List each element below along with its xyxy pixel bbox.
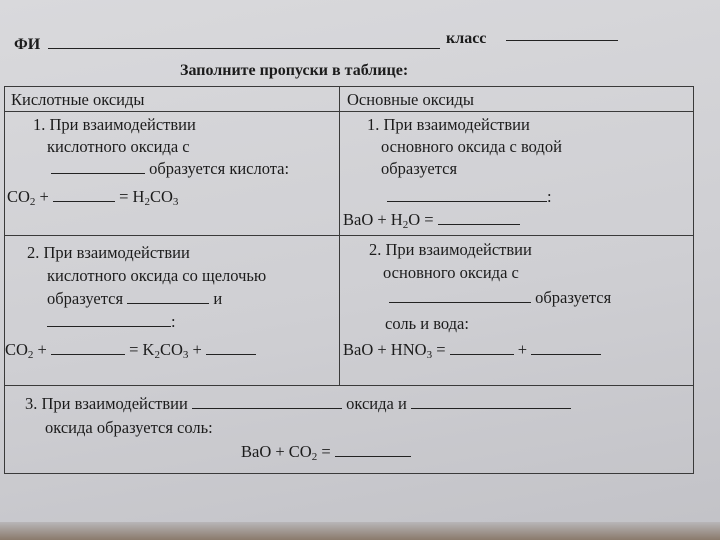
fi-blank[interactable] bbox=[48, 48, 440, 49]
formula-part: = H bbox=[119, 187, 145, 206]
answer-blank[interactable] bbox=[531, 340, 601, 355]
text-line: соль и вода: bbox=[385, 314, 469, 333]
column-divider bbox=[339, 87, 340, 385]
paper-edge bbox=[0, 522, 720, 540]
text-line bbox=[47, 288, 222, 310]
subscript: 2 bbox=[311, 451, 318, 463]
text-fragment: образуется кислота: bbox=[149, 159, 290, 178]
oxides-table bbox=[4, 86, 694, 474]
answer-blank[interactable] bbox=[450, 340, 514, 355]
equation bbox=[5, 339, 256, 361]
answer-blank[interactable] bbox=[51, 159, 145, 174]
answer-blank[interactable] bbox=[387, 187, 547, 202]
answer-blank[interactable] bbox=[53, 187, 115, 202]
subscript: 2 bbox=[402, 219, 409, 231]
text-line bbox=[387, 186, 552, 208]
equation bbox=[241, 441, 411, 463]
formula-part: O = bbox=[408, 210, 434, 229]
operator: = bbox=[436, 340, 446, 359]
page-heading: Заполните пропуски в таблице: bbox=[180, 62, 409, 79]
text-line: основного оксида с водой bbox=[381, 137, 562, 156]
text-fragment: образуется bbox=[47, 289, 124, 308]
answer-blank[interactable] bbox=[47, 312, 171, 327]
text-line bbox=[51, 158, 289, 180]
operator: + bbox=[39, 187, 49, 206]
text-fragment: оксида и bbox=[346, 394, 407, 413]
subscript: 2 bbox=[154, 349, 160, 361]
answer-blank[interactable] bbox=[192, 394, 342, 409]
class-blank[interactable] bbox=[506, 40, 618, 41]
answer-blank[interactable] bbox=[411, 394, 571, 409]
answer-blank[interactable] bbox=[389, 288, 531, 303]
answer-blank[interactable] bbox=[51, 340, 125, 355]
student-header bbox=[14, 30, 614, 56]
answer-blank[interactable] bbox=[335, 442, 411, 457]
col-header-basic: Основные оксиды bbox=[347, 90, 474, 109]
text-line bbox=[25, 393, 571, 415]
fi-label: ФИ bbox=[14, 36, 41, 53]
subscript: 2 bbox=[27, 349, 34, 361]
text-line bbox=[47, 311, 176, 333]
class-label: класс bbox=[446, 30, 487, 47]
formula-part: CO bbox=[5, 340, 28, 359]
formula-part: BaO + H bbox=[343, 210, 403, 229]
row-divider-1 bbox=[5, 235, 693, 236]
answer-blank[interactable] bbox=[438, 210, 520, 225]
operator: + bbox=[37, 340, 47, 359]
punctuation: : bbox=[171, 312, 176, 331]
text-line: 1. При взаимодействии bbox=[367, 115, 530, 134]
subscript: 2 bbox=[29, 196, 36, 208]
text-line: 2. При взаимодействии bbox=[369, 240, 532, 259]
text-line: 2. При взаимодействии bbox=[27, 243, 190, 262]
answer-blank[interactable] bbox=[206, 340, 256, 355]
col-header-acidic: Кислотные оксиды bbox=[11, 90, 145, 109]
answer-blank[interactable] bbox=[127, 289, 209, 304]
text-line: основного оксида с bbox=[383, 263, 519, 282]
text-line: 1. При взаимодействии bbox=[33, 115, 196, 134]
formula-part: CO bbox=[159, 340, 183, 359]
formula-part: BaO + CO bbox=[241, 442, 312, 461]
equation bbox=[343, 209, 520, 231]
text-line: оксида образуется соль: bbox=[45, 418, 213, 437]
subscript: 3 bbox=[426, 349, 433, 361]
text-fragment: образуется bbox=[535, 288, 612, 307]
formula-part: CO bbox=[149, 187, 173, 206]
operator: + bbox=[517, 340, 528, 359]
text-line: кислотного оксида со щелочью bbox=[47, 266, 267, 285]
formula-part: = K bbox=[129, 340, 155, 359]
text-fragment: и bbox=[213, 289, 223, 308]
equation bbox=[343, 339, 601, 361]
text-line: кислотного оксида с bbox=[47, 137, 190, 156]
punctuation: : bbox=[547, 187, 552, 206]
subscript: 2 bbox=[144, 196, 150, 208]
subscript: 3 bbox=[172, 196, 179, 208]
text-line: образуется bbox=[381, 159, 458, 178]
operator: = bbox=[321, 442, 331, 461]
equation bbox=[7, 186, 178, 208]
text-line bbox=[389, 287, 611, 309]
text-fragment: 3. При взаимодействии bbox=[25, 394, 188, 413]
subscript: 3 bbox=[182, 349, 189, 361]
operator: + bbox=[192, 340, 202, 359]
row-divider-2 bbox=[5, 385, 693, 386]
formula-part: CO bbox=[7, 187, 30, 206]
formula-part: BaO + HNO bbox=[343, 340, 427, 359]
header-divider bbox=[5, 111, 693, 112]
